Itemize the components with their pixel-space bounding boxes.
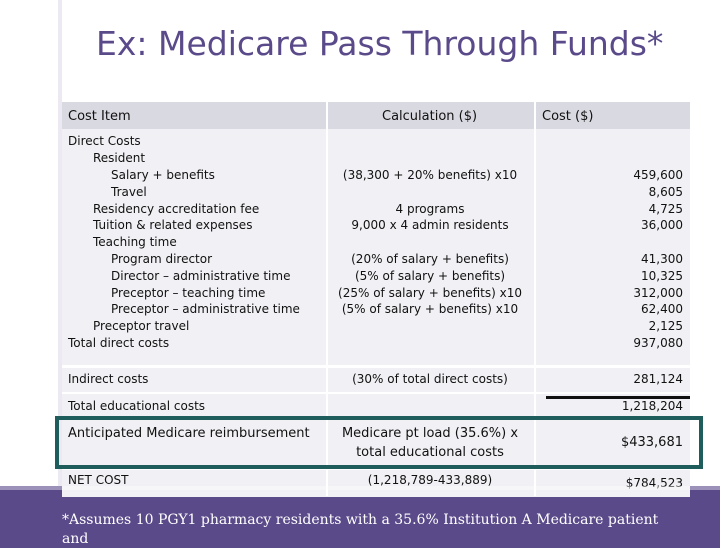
item-accreditation: Residency accreditation fee xyxy=(93,202,260,216)
footnote-line-1: *Assumes 10 PGY1 pharmacy residents with a 35.6% Institution A Medicare patient xyxy=(62,512,659,528)
calc-program-director: (20% of salary + benefits) xyxy=(351,252,509,266)
cost-total-educational: 1,218,204 xyxy=(621,399,683,413)
item-teaching-time: Teaching time xyxy=(93,235,177,249)
cost-net-cost: $784,523 xyxy=(625,476,683,490)
cost-preceptor-admin: 62,400 xyxy=(641,302,683,316)
cost-program-director: 41,300 xyxy=(641,252,683,266)
cost-anticipated: $433,681 xyxy=(620,435,683,450)
cost-salary: 459,600 xyxy=(633,168,683,182)
table-header xyxy=(62,102,690,129)
calc-anticipated-line1: Medicare pt load (35.6%) x xyxy=(341,426,519,441)
left-margin xyxy=(0,0,58,486)
cost-indirect: 281,124 xyxy=(633,372,683,386)
calc-net-cost: (1,218,789-433,889) xyxy=(367,473,493,487)
cost-accreditation: 4,725 xyxy=(648,202,683,216)
calc-accreditation: 4 programs xyxy=(395,202,465,216)
item-program-director: Program director xyxy=(111,252,213,266)
item-net-cost: NET COST xyxy=(68,473,129,487)
item-total-direct: Total direct costs xyxy=(68,336,170,350)
item-salary: Salary + benefits xyxy=(111,168,215,182)
item-indirect: Indirect costs xyxy=(68,372,149,386)
item-preceptor-admin: Preceptor – administrative time xyxy=(111,302,300,316)
calc-anticipated-line2: total educational costs xyxy=(356,445,504,460)
bottom-divider xyxy=(0,486,720,490)
item-director-admin: Director – administrative time xyxy=(111,269,291,283)
item-preceptor-travel: Preceptor travel xyxy=(93,319,190,333)
row-divider xyxy=(62,365,690,368)
calc-indirect: (30% of total direct costs) xyxy=(352,372,508,386)
slide-title: Ex: Medicare Pass Through Funds* xyxy=(96,24,664,63)
cost-tuition: 36,000 xyxy=(641,218,683,232)
header-calculation: Calculation ($) xyxy=(382,109,478,124)
header-cost: Cost ($) xyxy=(542,109,594,124)
calc-salary: (38,300 + 20% benefits) x10 xyxy=(342,168,518,182)
item-travel: Travel xyxy=(111,185,147,199)
cost-travel: 8,605 xyxy=(648,185,683,199)
item-anticipated: Anticipated Medicare reimbursement xyxy=(68,426,310,441)
item-preceptor-teaching: Preceptor – teaching time xyxy=(111,286,266,300)
item-resident: Resident xyxy=(93,151,146,165)
calc-preceptor-teaching: (25% of salary + benefits) x10 xyxy=(338,286,522,300)
calc-director-admin: (5% of salary + benefits) xyxy=(354,269,506,283)
calc-preceptor-admin: (5% of salary + benefits) x10 xyxy=(341,302,519,316)
footnote-line-2: and xyxy=(62,531,89,547)
highlight-box xyxy=(55,416,703,469)
cost-preceptor-teaching: 312,000 xyxy=(633,286,683,300)
cost-total-direct: 937,080 xyxy=(633,336,683,350)
header-cost-item: Cost Item xyxy=(68,109,131,124)
item-total-educational: Total educational costs xyxy=(68,399,206,413)
cost-preceptor-travel: 2,125 xyxy=(648,319,683,333)
cost-director-admin: 10,325 xyxy=(641,269,683,283)
calc-tuition: 9,000 x 4 admin residents xyxy=(351,218,509,232)
row-divider xyxy=(62,392,690,394)
item-tuition: Tuition & related expenses xyxy=(93,218,253,232)
item-direct-costs: Direct Costs xyxy=(68,134,141,148)
